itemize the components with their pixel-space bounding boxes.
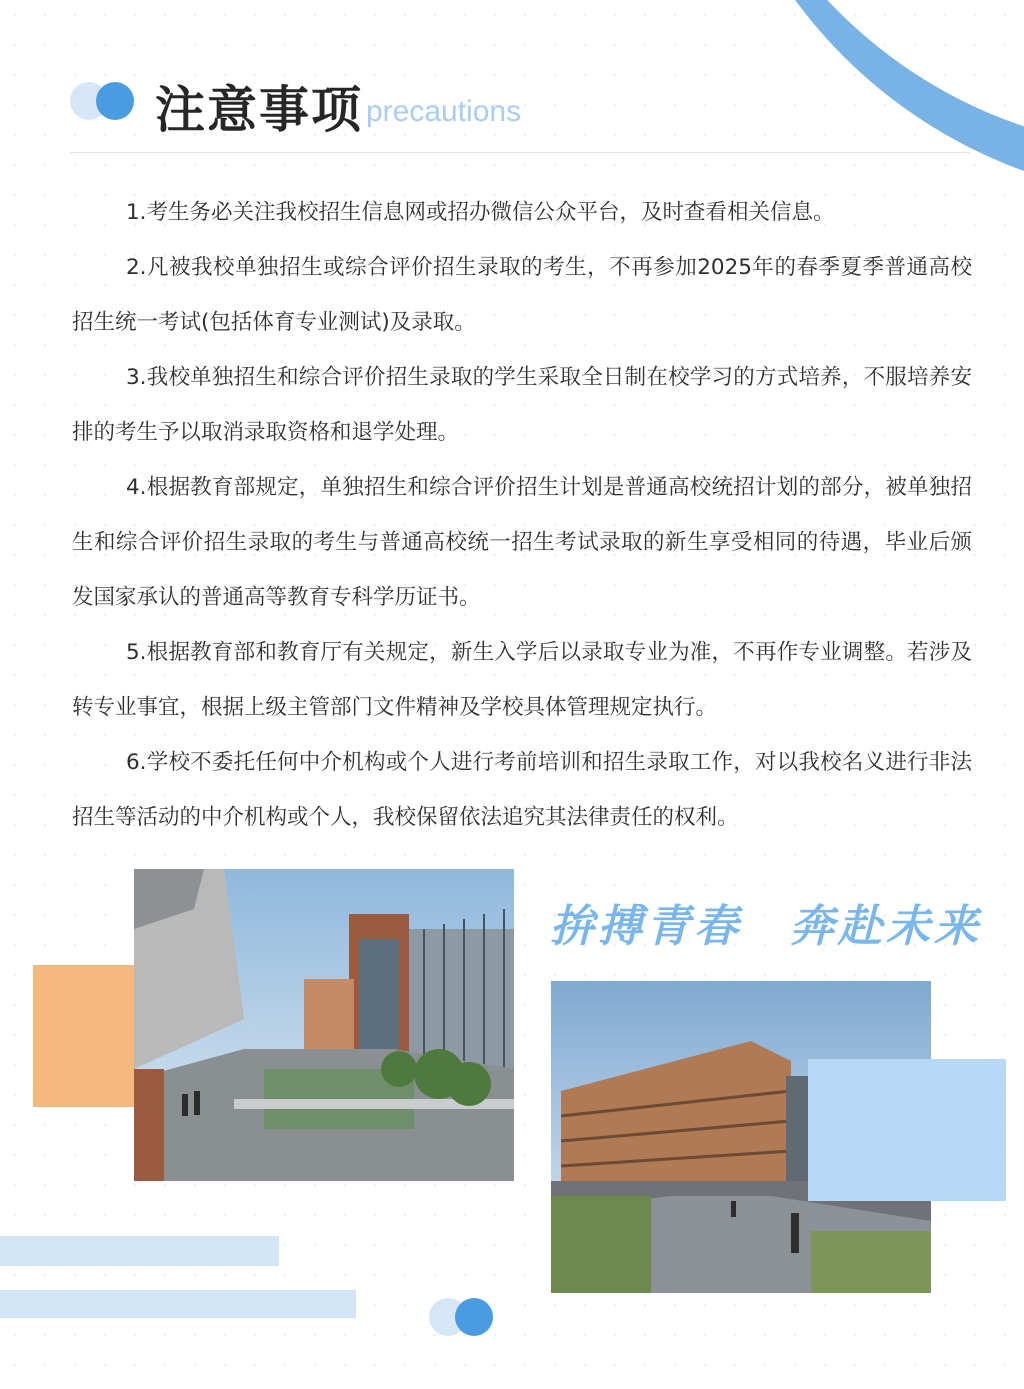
slogan: 拚搏青春 奔赴未来 (550, 901, 982, 952)
dot-dark (96, 82, 134, 120)
precaution-item: 1.考生务必关注我校招生信息网或招办微信公众平台，及时查看相关信息。 (126, 200, 835, 225)
page-title: 注意事项 (155, 81, 363, 139)
divider (70, 152, 970, 153)
page-subtitle: precautions (366, 95, 522, 128)
precaution-item: 3.我校单独招生和综合评价招生录取的学生采取全日制在校学习的方式培养，不服培养安排的考生予以取消录取资格和退学处理。 (72, 365, 972, 445)
precaution-item: 4.根据教育部规定，单独招生和综合评价招生计划是普通高校统招计划的部分，被单独招生和综合评价招生录取的考生与普通高校统一招生考试录取的新生享受相同的待遇，毕业后颁发国家承认的普通高等教育专科学历证书。 (72, 475, 972, 610)
decoration-bar (0, 1290, 356, 1318)
dot-dark (455, 1298, 493, 1336)
orange-decoration-block (33, 965, 137, 1107)
header-dots-icon (70, 82, 140, 120)
precaution-item: 2.凡被我校单独招生或综合评价招生录取的考生，不再参加2025年的春季夏季普通高校招生统一考试(包括体育专业测试)及录取。 (72, 255, 972, 335)
campus-photo-walkway (134, 869, 514, 1181)
decoration-bar (0, 1236, 279, 1266)
precautions-list (72, 185, 972, 845)
footer-dots-icon (429, 1298, 499, 1336)
blue-decoration-block (808, 1059, 1006, 1201)
precaution-item: 5.根据教育部和教育厅有关规定，新生入学后以录取专业为准，不再作专业调整。若涉及转专业事宜，根据上级主管部门文件精神及学校具体管理规定执行。 (72, 640, 972, 720)
precaution-item: 6.学校不委托任何中介机构或个人进行考前培训和招生录取工作，对以我校名义进行非法招生等活动的中介机构或个人，我校保留依法追究其法律责任的权利。 (72, 750, 972, 830)
